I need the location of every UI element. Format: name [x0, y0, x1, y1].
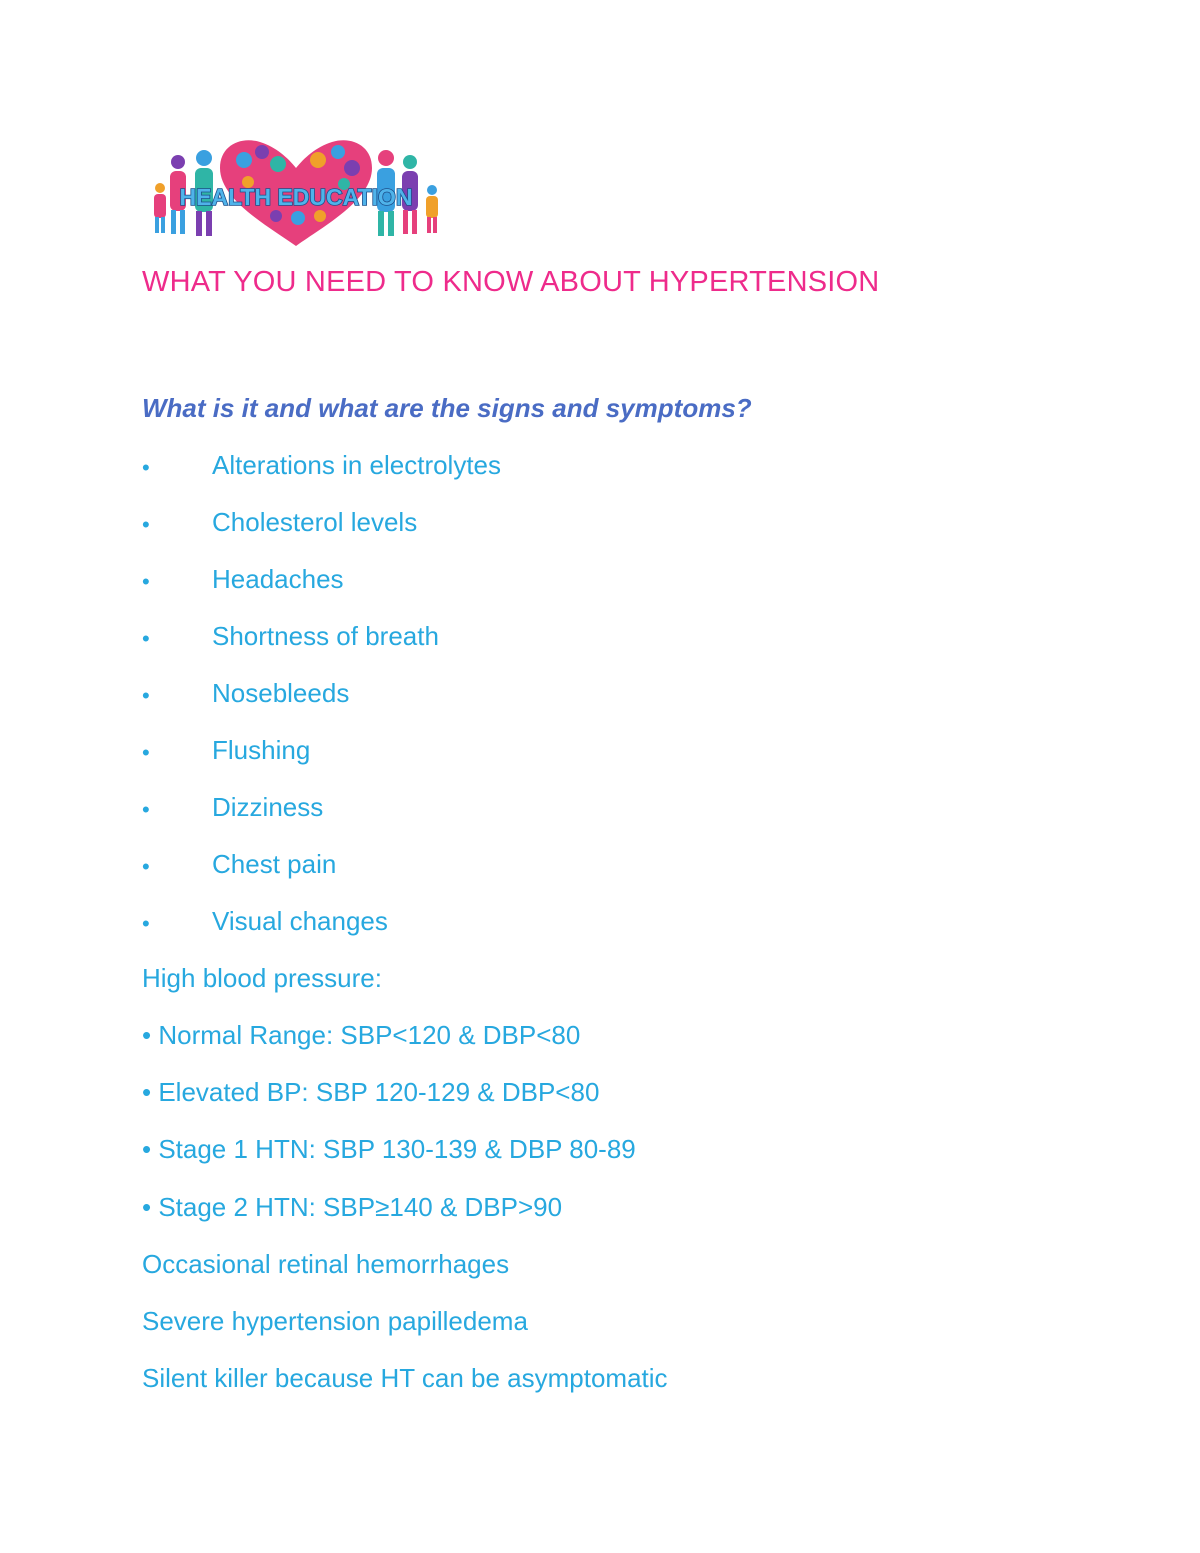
- health-education-logo: [148, 138, 444, 248]
- note-item: Occasional retinal hemorrhages: [142, 1249, 510, 1279]
- bp-range-item: • Elevated BP: SBP 120-129 & DBP<80: [142, 1077, 600, 1107]
- list-item: Visual changes: [212, 906, 388, 936]
- bullet-marker: •: [142, 626, 150, 651]
- bp-heading: High blood pressure:: [142, 963, 382, 993]
- bullet-marker: •: [142, 854, 150, 879]
- list-item: Cholesterol levels: [212, 507, 418, 537]
- bp-range-item: • Normal Range: SBP<120 & DBP<80: [142, 1020, 581, 1050]
- list-item: Chest pain: [212, 849, 337, 879]
- bullet-marker: •: [142, 569, 150, 594]
- list-item: Shortness of breath: [212, 621, 439, 651]
- bp-range-item: • Stage 1 HTN: SBP 130-139 & DBP 80-89: [142, 1134, 636, 1164]
- bullet-marker: •: [142, 455, 150, 480]
- bp-range-item: • Stage 2 HTN: SBP≥140 & DBP>90: [142, 1192, 563, 1222]
- note-item: Silent killer because HT can be asymptomatic: [142, 1363, 668, 1393]
- section-subheading: What is it and what are the signs and symptoms?: [142, 393, 752, 423]
- list-item: Flushing: [212, 735, 311, 765]
- list-item: Nosebleeds: [212, 678, 350, 708]
- page-title: WHAT YOU NEED TO KNOW ABOUT HYPERTENSION: [142, 266, 880, 298]
- note-item: Severe hypertension papilledema: [142, 1306, 528, 1336]
- list-item: Headaches: [212, 564, 344, 594]
- bullet-marker: •: [142, 512, 150, 537]
- bullet-marker: •: [142, 797, 150, 822]
- bullet-marker: •: [142, 911, 150, 936]
- bullet-marker: •: [142, 683, 150, 708]
- bullet-marker: •: [142, 740, 150, 765]
- list-item: Alterations in electrolytes: [212, 450, 502, 480]
- logo-text: HEALTH EDUCATION: [179, 184, 413, 210]
- list-item: Dizziness: [212, 792, 324, 822]
